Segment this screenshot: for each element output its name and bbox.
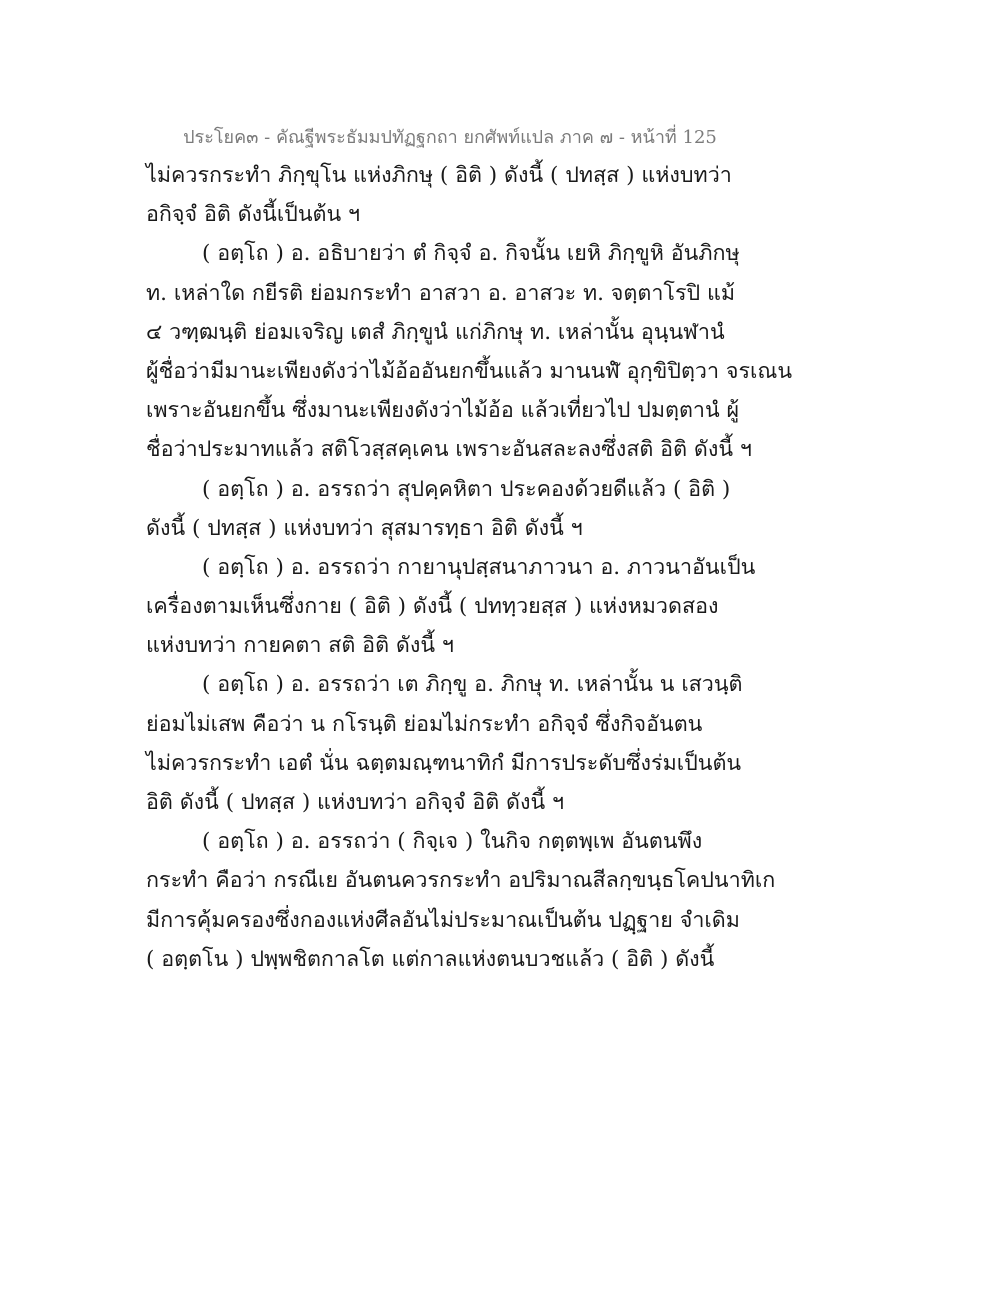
text-line: ย่อมไม่เสพ คือว่า น กโรนฺติ ย่อมไม่กระทำ อกิจฺจํ ซึ่งกิจอันตน (146, 711, 703, 737)
paragraph-first-line: ( อตฺโถ ) อ. อรรถว่า เต ภิกฺขู อ. ภิกษุ ท. เหล่านั้น น เสวนฺติ (202, 672, 743, 698)
paragraph-first-line: ( อตฺโถ ) อ. อรรถว่า สุปคฺคหิตา ประคองด้วยดีแล้ว ( อิติ ) (202, 476, 731, 502)
text-line: อิติ ดังนี้ ( ปทสฺส ) แห่งบทว่า อกิจฺจํ อิติ ดังนี้ ฯ (146, 790, 565, 815)
paragraph-first-line: ( อตฺโถ ) อ. อรรถว่า กายานุปสฺสนาภาวนา อ. ภาวนาอันเป็น (202, 554, 756, 580)
paragraph-first-line: ( อตฺโถ ) อ. อรรถว่า ( กิจฺเจ ) ในกิจ กตฺตพฺเพ อันตนพึง (202, 829, 703, 855)
text-line: ไม่ควรกระทำ เอตํ นั่น ฉตฺตมณฺฑนาทิกํ มีการประดับซึ่งร่มเป็นต้น (146, 750, 742, 776)
text-line: มีการคุ้มครองซึ่งกองแห่งศีลอันไม่ประมาณเป็นต้น ปฏฺฐาย จำเดิม (146, 907, 740, 933)
text-line: แห่งบทว่า กายคตา สติ อิติ ดังนี้ ฯ (146, 633, 454, 659)
text-line: อกิจฺจํ อิติ ดังนี้เป็นต้น ฯ (146, 202, 361, 228)
text-line: ชื่อว่าประมาทแล้ว สติโวสฺสคฺเคน เพราะอันสละลงซึ่งสติ อิติ ดังนี้ ฯ (146, 437, 752, 463)
body-text (146, 156, 793, 979)
text-line: เครื่องตามเห็นซึ่งกาย ( อิติ ) ดังนี้ ( ปททฺวยสฺส ) แห่งหมวดสอง (146, 594, 719, 620)
text-line: ท. เหล่าใด กยีรติ ย่อมกระทำ อาสวา อ. อาสวะ ท. จตฺตาโรปิ แม้ (146, 280, 736, 306)
running-header: ประโยค๓ - คัณฐีพระธัมมปทัฏฐกถา ยกศัพท์แปล ภาค ๗ - หน้าที่ 125 (183, 127, 717, 148)
text-line: ผู้ชื่อว่ามีมานะเพียงดังว่าไม้อ้ออันยกขึ้นแล้ว มานนฬํ อุกฺขิปิตฺวา จรเณน (146, 358, 793, 384)
text-line: ๔ วฑฺฒนฺติ ย่อมเจริญ เตสํ ภิกฺขูนํ แก่ภิกษุ ท. เหล่านั้น อุนฺนฬานํ (146, 319, 725, 345)
text-line: เพราะอันยกขึ้น ซึ่งมานะเพียงดังว่าไม้อ้อ แล้วเที่ยวไป ปมตฺตานํ ผู้ (146, 398, 740, 424)
paragraph-first-line: ( อตฺโถ ) อ. อธิบายว่า ตํ กิจฺจํ อ. กิจนั้น เยหิ ภิกฺขูหิ อันภิกษุ (202, 241, 740, 267)
text-line: ( อตฺตโน ) ปพฺพชิตกาลโต แต่กาลแห่งตนบวชแล้ว ( อิติ ) ดังนี้ (146, 946, 715, 972)
text-line: กระทำ คือว่า กรณีเย อันตนควรกระทำ อปริมาณสีลกฺขนฺธโคปนาทิเก (146, 868, 776, 894)
text-line: ดังนี้ ( ปทสฺส ) แห่งบทว่า สุสมารทฺธา อิติ ดังนี้ ฯ (146, 515, 583, 541)
text-line: ไม่ควรกระทำ ภิกฺขุโน แห่งภิกษุ ( อิติ ) ดังนี้ ( ปทสฺส ) แห่งบทว่า (146, 163, 732, 188)
